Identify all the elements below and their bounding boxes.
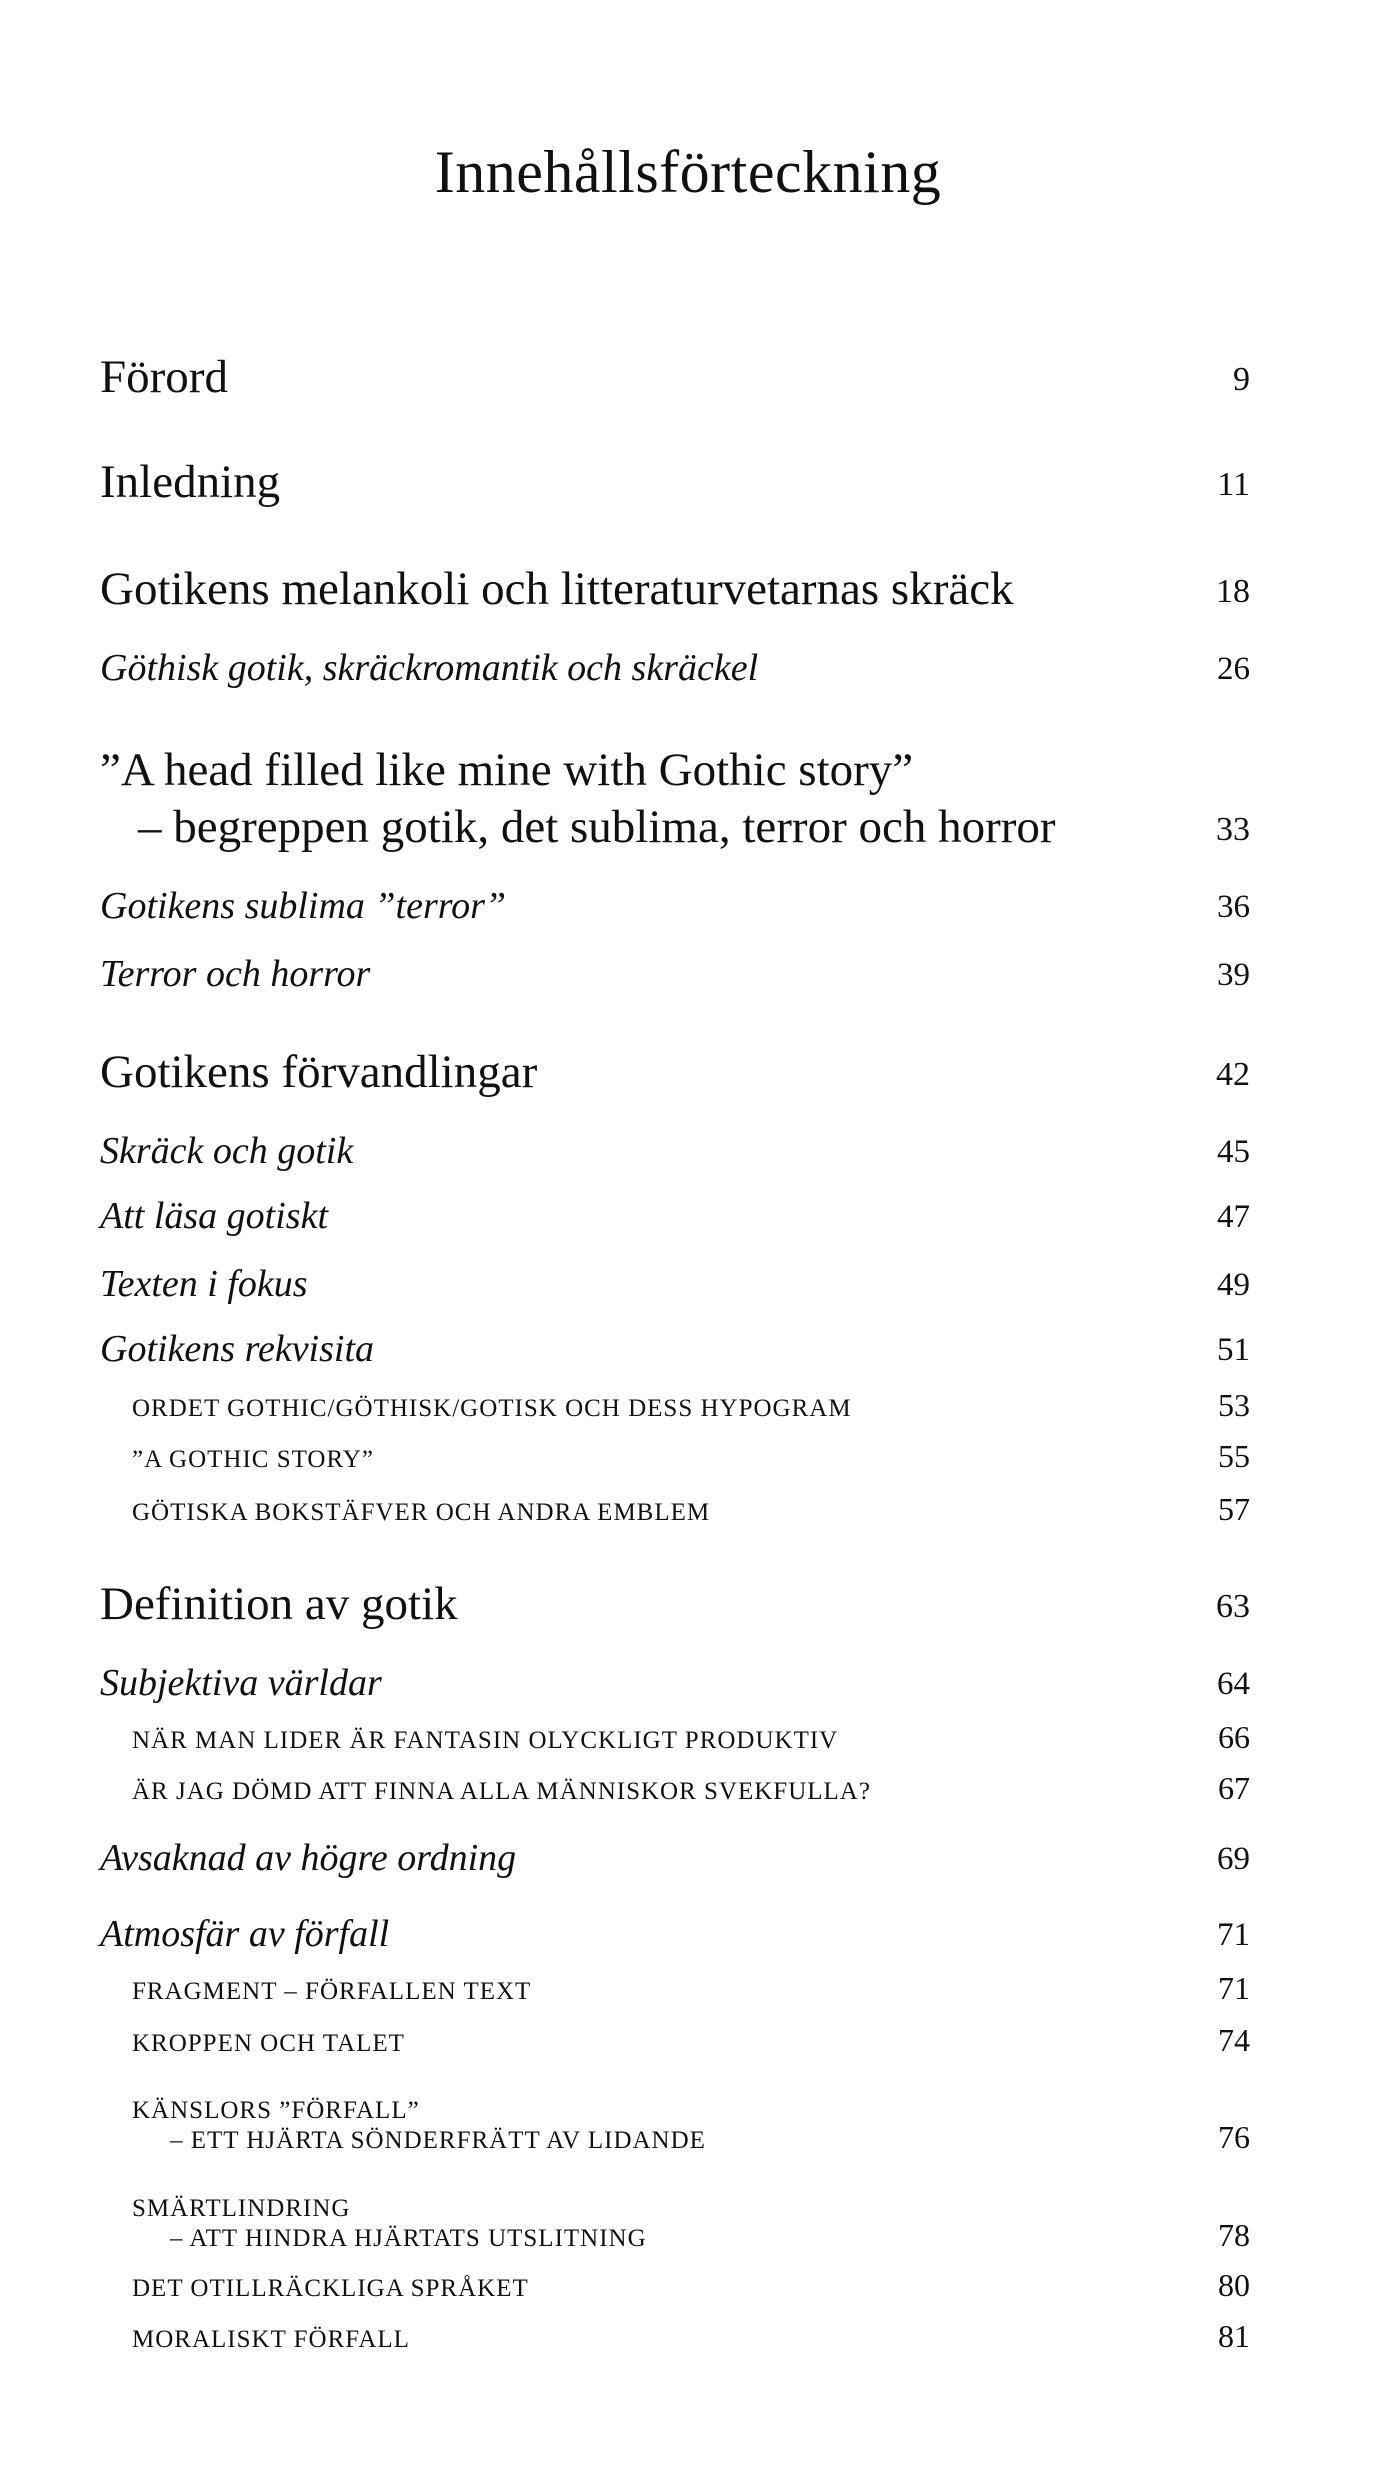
- toc-entry-page-number: 26: [1217, 651, 1250, 688]
- toc-entry-title: [132, 2325, 410, 2355]
- toc-entry-page-number: 49: [1217, 1267, 1250, 1304]
- toc-entry-title-line: SMÄRTLINDRING: [132, 2195, 351, 2222]
- toc-entry-title-line: FRAGMENT – FÖRFALLEN TEXT: [132, 1978, 532, 2005]
- toc-entry-title-line: – begreppen gotik, det sublima, terror och horror: [138, 800, 1056, 853]
- toc-entry-page-number: 9: [1233, 361, 1250, 399]
- toc-entry-page-number: 69: [1217, 1841, 1250, 1878]
- toc-entry-page-number: 55: [1218, 1437, 1250, 1474]
- toc-entry-title-line: Atmosfär av förfall: [100, 1913, 390, 1956]
- toc-entry-title-line: ORDET GOTHIC/GÖTHISK/GOTISK OCH DESS HYPOGRAM: [132, 1395, 852, 1422]
- toc-entry-page-number: 78: [1218, 2216, 1250, 2253]
- toc-entry-page-number: 66: [1218, 1718, 1250, 1755]
- toc-entry-page-number: 11: [1217, 466, 1250, 504]
- toc-entry-title-line: ”A GOTHIC STORY”: [132, 1446, 374, 1473]
- page-title: Innehållsförteckning: [434, 139, 942, 205]
- toc-entry-page-number: 80: [1218, 2266, 1250, 2303]
- toc-entry-page-number: 18: [1216, 573, 1250, 611]
- toc-entry-title-line: KROPPEN OCH TALET: [132, 2030, 405, 2057]
- toc-entry-title-line: NÄR MAN LIDER ÄR FANTASIN OLYCKLIGT PRODUKTIV: [132, 1727, 839, 1754]
- toc-entry-page-number: 53: [1218, 1386, 1250, 1423]
- toc-entry-title-line: Gotikens rekvisita: [100, 1328, 375, 1371]
- toc-entry-page-number: 33: [1216, 811, 1250, 849]
- toc-entry-title-line: DET OTILLRÄCKLIGA SPRÅKET: [132, 2275, 529, 2302]
- toc-entry-title-line: Subjektiva världar: [100, 1662, 382, 1705]
- toc-entry-page-number: 67: [1218, 1769, 1250, 1806]
- toc-entry-title-line: Gotikens melankoli och litteraturvetarnas skräck: [100, 562, 1014, 615]
- toc-entry-title-line: Texten i fokus: [100, 1263, 308, 1306]
- toc-entry-title-line: Inledning: [100, 455, 281, 508]
- toc-entry-title-line: Att läsa gotiskt: [100, 1195, 328, 1238]
- toc-entry-title-line: Gotikens sublima ”terror”: [100, 885, 507, 928]
- toc-entry-title-line: Terror och horror: [100, 953, 371, 996]
- toc-entry-page-number: 63: [1216, 1588, 1250, 1626]
- toc-entry-title-line: – ETT HJÄRTA SÖNDERFRÄTT AV LIDANDE: [170, 2127, 706, 2154]
- toc-entry-page-number: 42: [1216, 1056, 1250, 1094]
- toc-entry: [100, 0, 1250, 2355]
- toc-entry-page-number: 51: [1217, 1332, 1250, 1369]
- toc-entry-page-number: 36: [1217, 889, 1250, 926]
- toc-entry-title-line: Förord: [100, 350, 228, 403]
- toc-entry-page-number: 57: [1218, 1490, 1250, 1527]
- toc-entry-title-line: ÄR JAG DÖMD ATT FINNA ALLA MÄNNISKOR SVEKFULLA?: [132, 1778, 871, 1805]
- toc-entry-title-line: ”A head filled like mine with Gothic story”: [100, 744, 914, 797]
- toc-entry-title-line: Gotikens förvandlingar: [100, 1045, 538, 1098]
- toc-entry-title-line: – ATT HINDRA HJÄRTATS UTSLITNING: [170, 2225, 647, 2252]
- toc-entry-page-number: 45: [1217, 1134, 1250, 1171]
- toc-entry-title-line: KÄNSLORS ”FÖRFALL”: [132, 2097, 420, 2124]
- toc-entry-page-number: 81: [1218, 2317, 1250, 2354]
- toc-entry-page-number: 64: [1217, 1666, 1250, 1703]
- toc-entry-page-number: 71: [1218, 1969, 1250, 2006]
- toc-entry-title-line: Definition av gotik: [100, 1577, 458, 1630]
- toc-entry-title-line: MORALISKT FÖRFALL: [132, 2326, 410, 2353]
- toc-entry-page-number: 74: [1218, 2021, 1250, 2058]
- toc-entry-page-number: 76: [1218, 2118, 1250, 2155]
- toc-entry-page-number: 39: [1217, 957, 1250, 994]
- toc-entry-title-line: GÖTISKA BOKSTÄFVER OCH ANDRA EMBLEM: [132, 1499, 711, 1526]
- toc-entry-title-line: Skräck och gotik: [100, 1130, 354, 1173]
- toc-entry-title-line: Avsaknad av högre ordning: [100, 1837, 517, 1880]
- toc-entry-page-number: 71: [1217, 1917, 1250, 1954]
- toc-entry-title-line: Göthisk gotik, skräckromantik och skräckel: [100, 647, 759, 690]
- toc-entry-page-number: 47: [1217, 1199, 1250, 1236]
